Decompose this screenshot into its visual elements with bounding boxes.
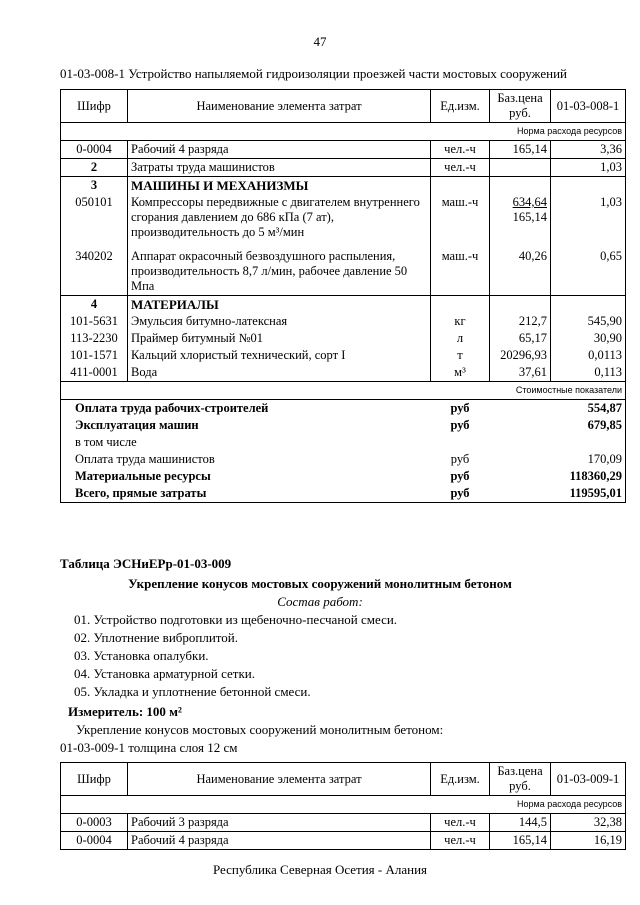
header-code: Шифр [61, 763, 128, 796]
row-price [490, 194, 551, 248]
row-value: 1,03 [551, 194, 626, 248]
table-subtitle: Укрепление конусов мостовых сооружений монолитным бетоном [128, 576, 512, 591]
row-name: Рабочий 4 разряда [128, 832, 431, 850]
row-unit: м³ [431, 364, 490, 382]
header-value: 01-03-009-1 [551, 763, 626, 796]
cost-label: Стоимостные показатели [61, 382, 626, 400]
work-description: Укрепление конусов мостовых сооружений монолитным бетоном: [76, 722, 444, 737]
resource-table-01-03-008-1 [60, 89, 626, 503]
cost-row [61, 485, 626, 503]
row-price: 212,7 [490, 313, 551, 330]
cost-row [61, 417, 626, 434]
cost-row [61, 434, 626, 451]
row-value: 3,36 [551, 141, 626, 159]
row-unit: кг [431, 313, 490, 330]
table-row [61, 141, 626, 159]
work-item: 02. Уплотнение виброплитой. [74, 630, 239, 645]
cost-value: 170,09 [551, 451, 626, 468]
cost-name: Материальные ресурсы [61, 468, 431, 485]
cost-unit [431, 434, 490, 451]
cost-unit: руб [450, 418, 470, 432]
cost-value: 679,85 [551, 417, 626, 434]
row-value: 16,19 [551, 832, 626, 850]
row-code: 2 [61, 159, 128, 177]
row-unit: маш.-ч [431, 248, 490, 296]
work-item: 03. Установка опалубки. [74, 648, 209, 663]
cost-row [61, 468, 626, 485]
row-unit: чел.-ч [431, 159, 490, 177]
cost-row [61, 400, 626, 418]
row-value: 1,03 [551, 159, 626, 177]
work-item: 05. Укладка и уплотнение бетонной смеси. [74, 684, 311, 699]
work-item: 04. Установка арматурной сетки. [74, 666, 255, 681]
table-row [61, 159, 626, 177]
row-price: 20296,93 [490, 347, 551, 364]
cost-value [551, 434, 626, 451]
header-name: Наименование элемента затрат [128, 90, 431, 123]
row-price [490, 159, 551, 177]
row-value: 545,90 [551, 313, 626, 330]
row-code: 101-1571 [61, 347, 128, 364]
header-price: Баз.цена руб. [490, 763, 551, 796]
row-value: 0,65 [551, 248, 626, 296]
table-row [61, 313, 626, 330]
row-name: Компрессоры передвижные с двигателем внутреннего сгорания давлением до 686 кПа (7 ат), производительность до 5 м³/мин [128, 194, 431, 248]
header-value: 01-03-008-1 [551, 90, 626, 123]
table-row [61, 194, 626, 248]
row-code: 340202 [61, 248, 128, 296]
row-unit: т [431, 347, 490, 364]
table-header-row [61, 763, 626, 796]
cost-unit: руб [450, 469, 470, 483]
row-price-secondary: 165,14 [512, 210, 547, 224]
cost-name: Всего, прямые затраты [61, 485, 431, 503]
group-code: 4 [61, 296, 128, 314]
row-unit: чел.-ч [431, 141, 490, 159]
cost-unit: руб [450, 401, 470, 415]
row-code: 101-5631 [61, 313, 128, 330]
norm-label: Норма расхода ресурсов [61, 123, 626, 141]
row-name: Кальций хлористый технический, сорт I [128, 347, 431, 364]
table-row [61, 248, 626, 296]
row-price: 37,61 [490, 364, 551, 382]
row-code: 050101 [61, 194, 128, 248]
row-name: Рабочий 3 разряда [128, 814, 431, 832]
cost-name: Оплата труда рабочих-строителей [61, 400, 431, 418]
row-unit: л [431, 330, 490, 347]
row-value: 0,113 [551, 364, 626, 382]
cost-name: в том числе [61, 434, 431, 451]
group-row-materials [61, 296, 626, 314]
row-name: Вода [128, 364, 431, 382]
row-name: Аппарат окрасочный безвоздушного распыления, производительность 8,7 л/мин, рабочее давление 50 Мпа [128, 248, 431, 296]
group-name: МАТЕРИАЛЫ [128, 296, 431, 314]
table-header-row [61, 90, 626, 123]
row-price: 144,5 [490, 814, 551, 832]
row-code: 411-0001 [61, 364, 128, 382]
page-footer: Республика Северная Осетия - Алания [212, 862, 428, 877]
row-name: Праймер битумный №01 [128, 330, 431, 347]
header-code: Шифр [61, 90, 128, 123]
page-number: 47 [313, 34, 327, 49]
cost-value: 118360,29 [551, 468, 626, 485]
measure-unit: Измеритель: 100 м² [68, 704, 182, 719]
row-price: 40,26 [490, 248, 551, 296]
row-code: 0-0003 [61, 814, 128, 832]
table-title: Таблица ЭСНиЕРр-01-03-009 [60, 556, 232, 571]
table-row [61, 330, 626, 347]
works-heading: Состав работ: [277, 594, 363, 609]
norm-row [61, 123, 626, 141]
cost-label-row [61, 382, 626, 400]
table-row [61, 832, 626, 850]
header-price: Баз.цена руб. [490, 90, 551, 123]
header-unit: Ед.изм. [431, 90, 490, 123]
norm-row [61, 796, 626, 814]
table-row [61, 814, 626, 832]
row-code: 113-2230 [61, 330, 128, 347]
group-name: МАШИНЫ И МЕХАНИЗМЫ [128, 177, 431, 195]
row-unit: чел.-ч [431, 814, 490, 832]
table-row [61, 364, 626, 382]
section-title: 01-03-008-1 Устройство напыляемой гидроизоляции проезжей части мостовых сооружений [60, 66, 567, 81]
row-unit: маш.-ч [431, 194, 490, 248]
cost-row [61, 451, 626, 468]
row-unit: чел.-ч [431, 832, 490, 850]
row-name: Рабочий 4 разряда [128, 141, 431, 159]
group-row-machines [61, 177, 626, 195]
resource-table-01-03-009-1 [60, 762, 626, 850]
row-name: Эмульсия битумно-латексная [128, 313, 431, 330]
row-code: 0-0004 [61, 832, 128, 850]
cost-unit: руб [450, 452, 470, 466]
header-unit: Ед.изм. [431, 763, 490, 796]
row-code: 0-0004 [61, 141, 128, 159]
group-code: 3 [61, 177, 128, 195]
row-value: 0,0113 [551, 347, 626, 364]
row-price: 65,17 [490, 330, 551, 347]
row-value: 32,38 [551, 814, 626, 832]
row-name: Затраты труда машинистов [128, 159, 431, 177]
cost-unit: руб [431, 485, 490, 503]
norm-label: Норма расхода ресурсов [61, 796, 626, 814]
row-value: 30,90 [551, 330, 626, 347]
cost-name: Оплата труда машинистов [61, 451, 431, 468]
table-row [61, 347, 626, 364]
row-price: 165,14 [490, 141, 551, 159]
row-price-main: 634,64 [512, 195, 547, 209]
cost-value: 119595,01 [551, 485, 626, 503]
cost-value: 554,87 [551, 400, 626, 418]
row-price: 165,14 [490, 832, 551, 850]
cost-name: Эксплуатация машин [61, 417, 431, 434]
subsection-code: 01-03-009-1 толщина слоя 12 см [60, 740, 238, 755]
header-name: Наименование элемента затрат [128, 763, 431, 796]
work-item: 01. Устройство подготовки из щебеночно-песчаной смеси. [74, 612, 398, 627]
